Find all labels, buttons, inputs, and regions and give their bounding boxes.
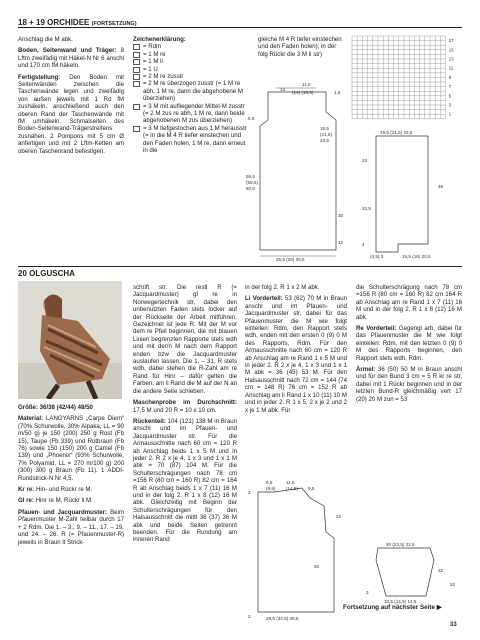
dim-label: 19,5 [320, 126, 329, 131]
sleeve-pattern-diagram [356, 540, 462, 604]
dim-label: 48 [438, 184, 444, 189]
dim-label: (58,5) [246, 180, 259, 185]
section-subtitle: (FORTSETZUNG) [91, 21, 137, 27]
row-number: 1 [448, 111, 452, 117]
row-number: 11 [448, 65, 454, 71]
section-title-2: 20 OLGUSCHA [18, 266, 462, 277]
orchidee-col3 [258, 36, 344, 62]
dim-label: (21,5) [320, 132, 333, 137]
text-paragraph: Anschlag die M abk. [18, 36, 73, 43]
legend-item [133, 125, 251, 155]
text-paragraph: Gl re: Hinr re M, Rückr li M. [18, 497, 93, 505]
bag-pattern-diagram-2 [358, 128, 462, 262]
dim-label: 14 [280, 87, 286, 92]
dim-label: (9,5) [266, 486, 276, 491]
dim-label: 5,5 [248, 116, 255, 121]
legend-text: = Rdm [143, 43, 162, 51]
olguscha-col1 [18, 404, 124, 550]
dim-label: 4 [362, 242, 365, 247]
bag-pattern-diagram-1 [246, 82, 356, 262]
text-paragraph: in der folg 2. R 1 x 2 M abk. [245, 284, 320, 291]
dim-label: (14) (15,5) [292, 90, 314, 95]
chart-grid [352, 36, 454, 119]
dim-label: 20 (22,5) 22,5 [386, 542, 415, 547]
dim-label: 11,5 [302, 82, 311, 87]
row-number: 3 [448, 102, 452, 108]
dim-label: 52 [450, 582, 456, 587]
dim-label: 2 [248, 490, 251, 495]
dim-label: 11,5 [286, 480, 295, 485]
sweater-pattern-diagram [244, 478, 348, 626]
text-paragraph: Boden, Seitenwand und Träger: 8 Lftm zweifädig mit Häkel-N Nr 6 anschl und 170 cm fM häkeln. [18, 47, 124, 70]
dim-label: 10,5 (14,5) 14,5 [384, 599, 417, 604]
text-paragraph: gleiche M 4 R tiefer einstechen und den Faden holen); in der folg Rückr die 3 M li str) [258, 36, 342, 58]
dim-label: 23 [362, 158, 368, 163]
dim-label: 60,5 [246, 186, 255, 191]
dim-label: 15,5 (16) 20,5 [402, 254, 431, 259]
dim-label: 3 [366, 590, 369, 595]
legend-text: = 2 M re zusstr [143, 73, 184, 81]
dim-label: 60 [314, 564, 320, 569]
dim-label: (14,5) [286, 486, 299, 491]
dim-label: 1,5 [334, 90, 341, 95]
dim-label: 56,5 [246, 174, 255, 179]
legend-symbol-icon [133, 74, 140, 80]
legend-item [133, 80, 251, 102]
row-number: 17 [448, 38, 454, 44]
legend-symbol-icon [133, 81, 140, 87]
text-paragraph: schrift str. Die restl R (= Jacquardmuster) gl re in Norwegertechnik str, dabei den unbenutzten Faden stets locker auf der Rückseite der Arbeit mitführen. Gezeichnet ist jede R. Mit der M vor dem re Pfeil beginnen, die mit blauen Linien begrenzten Rapporte stets wdh und mit der/n M nach dem Rapport enden bzw die Jacquardmuster auslaufen lassen. Die 1. – 31. R stets wdh, dabei stehen die R-Zahl am re Rand für Hinr – dafür gelten die Farben, am li Rand die M auf der N an die andere Seite schieben. [133, 284, 237, 395]
row-number: 7 [448, 84, 452, 90]
section-title: 18 + 19 ORCHIDEE [18, 18, 90, 27]
text-paragraph: Rückenteil: 104 (121) 138 M in Braun anschl und im Pfauen- und Jacquardmuster str. Für die Armausschnitte nach 60 cm = 120 R ab Anschlag beids 1 x 5 M und in jeder 2. R 2 x je 4, 1 x 3 und 1 x 1 M abk = 70 (87) 104 M. Für die Schulterschrägungen nach 78 cm =156 R (80 cm = 160 R) 82 cm = 164 R ab Anschlag beids 1 x 7 (11) 16 M und in der folg 2. R 1 x 8 (12) 16 M abk. Gleichzeitig mit Beginn der Schulterschrägungen für den Halsausschnitt die mittl 36 (37) 36 M abk und beide Seiten getrennt beenden. Für die Rundung am inneren Rand [133, 417, 237, 544]
dim-label: 30 [338, 213, 344, 218]
text-paragraph: die Schulterschrägung nach 78 cm =156 R (80 cm = 160 R) 82 cm 164 R ab Anschlag am re Rand 1 x 7 (11) 16 M und in der folg 2. R 1 x 8 (12) 16 M abk. [356, 284, 462, 321]
dim-label: 23,5 [320, 138, 329, 143]
legend-symbol-icon [133, 59, 140, 65]
row-number: 13 [448, 56, 454, 62]
text-paragraph: Li Vorderteil: 53 (62) 70 M in Braun anschl und im Pfauen- und Jacquardmuster str, dabei für das Pfauenmuster die M wie folgt einteilen: Rdm, den Rapport stets wdh, enden mit den ersten 0 (9) 0 M des Rapports, Rdm. Für den Armausschnitte nach 60 cm = 120 R ab Anschlag am re Rand 1 x 5 M und in jeder 2. R 2 x je 4, 1 x 3 und 1 x 1 M abk = 36 (45) 53 M. Für den Halsausschnitt nach 72 cm = 144 (74 cm = 148 R) 76 cm = 152 R ab Anschlag am li Rand 1 x 10 (11) 10 M und in jeder 2. R 1 x 5, 2 x je 2 und 2 x je 1 M abk. Für [245, 295, 347, 414]
section-header [18, 18, 462, 28]
legend-text: = 3 M tiefgestochen aus 1 M herausstr (= in die M 4 R tiefer einstechen und den Faden holen, 1 M re, dann erneut in die [143, 124, 247, 155]
legend-item [133, 103, 251, 125]
knitting-chart [350, 34, 462, 124]
legend-item [133, 43, 251, 50]
legend-title: Zeichenerklärung: [133, 36, 186, 43]
dim-label: 29,5 (34,5) 39,5 [266, 616, 299, 621]
legend-symbol-icon [133, 126, 140, 132]
dim-label: 25,5 (28) 30,5 [276, 257, 305, 262]
model-photo [18, 281, 122, 399]
text-paragraph: Material: LANGYARNS „Carpe Diem“ (70% Schurwolle, 30% Alpaka, LL = 90 m/50 g) je 150 (200) 250 g Rost (Fb 15), Taupe (Fb 339) und Rotbraun (Fb 76) sowie 150 (150) 200 g Camel (Fb 139) und „Phoenix“ (93% Schurwolle, 7% Polyamid, LL = 270 m/100 g) 200 (300) 300 g Braun (Fb 11). 1 ADDI-Rundstrick-N Nr 4,5. [18, 415, 124, 482]
legend-item [133, 58, 251, 65]
row-number: 5 [448, 93, 452, 99]
legend-text: = 2 M re überzogen zusstr (= 1 M re abh, 1 M re, dann die abgehobene M überziehen) [143, 80, 243, 103]
text-paragraph: Kr re: Hin- und Rückr re M. [18, 486, 93, 494]
dim-label: 8,5 [266, 480, 273, 485]
legend-item [133, 51, 251, 58]
text-paragraph: Re Vorderteil: Gegengl arb, dabei für das Pfauenmuster die M wie folgt einteilen: Rdm, mit den letzten 0 (9) 0 M des Rapports beginnen, den Rapport stets wdh, Rdm. [356, 325, 462, 362]
text-paragraph: Maschenprobe im Durchschnitt: 17,5 M und 20 R = 10 x 10 cm. [133, 399, 237, 414]
text-paragraph: Fertigstellung: Den Boden mit Seitenwänden zwischen die Taschenwände legen und zweifädig von außen jeweils mit 1 Rd fM zushäkeln, anschließend auch den oberen Rand der Taschenwände mit fM umhäkeln. Schmalseiten des Boden-Seitenwand-Trägerstreifens zusnähen. 2 Pompons mit 5 cm Ø anfertigen und mit 2 Lftm-Ketten am oberen Taschenrand befestigen. [18, 73, 124, 155]
legend-text: = 3 M mit aufliegender Mittel-M zusstr (= 2 M zus re abh, 1 M re, dann beide abgehobenen M zus überziehen) [143, 102, 245, 125]
olguscha-col4 [356, 284, 462, 407]
olguscha-col3 [245, 284, 347, 418]
dim-label: 32 [438, 568, 444, 573]
dim-label: (3,5) 3 [370, 254, 384, 259]
dim-label: 12 [338, 240, 344, 245]
dim-label: 22 [336, 514, 342, 519]
legend-symbol-icon [133, 52, 140, 58]
dim-label: 19,5 (21,5) 23,5 [380, 130, 413, 135]
row-number: 9 [448, 74, 452, 80]
legend [133, 36, 251, 155]
text-paragraph: Pfauen- und Jacquardmuster: Beim Pfauenmuster M-Zahl teilbar durch 17 + 2 Rdm. Die 1. – 3., 9. – 11., 17. – 19. und 24. – 26. R (= Pfauenmuster-R) jeweils in Braun lt Strick- [18, 508, 124, 546]
dim-label: 2 [248, 614, 251, 619]
legend-list [133, 43, 251, 154]
text-paragraph: Ärmel: 36 (50) 50 M in Braun anschl und für den Bund 3 cm = 5 R kr re str, dabei mit 1 Rückr beginnen und in der letzten Bund-R gleichmäßig vert 17 (20) 20 M zun = 53 [356, 366, 462, 403]
legend-text: = 1 U [143, 65, 158, 73]
legend-symbol-icon [133, 67, 140, 73]
legend-item [133, 66, 251, 73]
orchidee-col1 [18, 36, 124, 159]
olguscha-col2 [133, 284, 237, 548]
legend-text: = 1 M li [143, 58, 163, 66]
row-number: 15 [448, 47, 454, 53]
continuation-note: Fortsetzung auf nächster Seite ▶ [343, 604, 442, 611]
legend-symbol-icon [133, 44, 140, 50]
dim-label: 9,5 [308, 486, 315, 491]
legend-text: = 1 M re [143, 50, 166, 58]
size-line: Größe: 36/38 (42/44) 48/50 [18, 404, 93, 411]
page-number: 33 [450, 622, 457, 628]
dim-label: 22,5 [362, 206, 371, 211]
legend-item [133, 73, 251, 80]
legend-symbol-icon [133, 104, 140, 110]
